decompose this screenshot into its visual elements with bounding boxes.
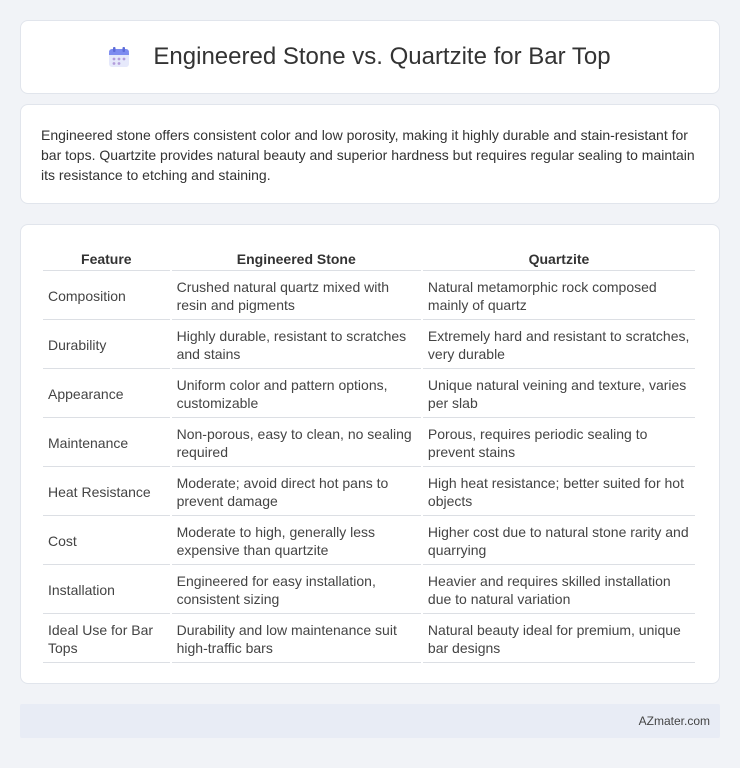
quartzite-cell: Natural metamorphic rock composed mainly of quartz	[423, 273, 695, 320]
engineered-stone-cell: Engineered for easy installation, consistent sizing	[172, 567, 421, 614]
intro-card	[20, 104, 720, 204]
intro-text: Engineered stone offers consistent color and low porosity, making it highly durable and stain-resistant for bar tops. Quartzite provides natural beauty and superior hardness but requires regular sealing to maintain its resistance to etching and staining.	[41, 127, 695, 183]
feature-cell: Ideal Use for Bar Tops	[43, 616, 170, 663]
engineered-stone-cell: Highly durable, resistant to scratches and stains	[172, 322, 421, 369]
feature-cell: Appearance	[43, 371, 170, 418]
engineered-stone-cell: Non-porous, easy to clean, no sealing required	[172, 420, 421, 467]
engineered-stone-cell: Uniform color and pattern options, customizable	[172, 371, 421, 418]
table-row	[43, 518, 695, 565]
calendar-icon	[107, 45, 131, 69]
quartzite-cell: High heat resistance; better suited for hot objects	[423, 469, 695, 516]
header-quartzite: Quartzite	[423, 247, 695, 271]
quartzite-cell: Extremely hard and resistant to scratches, very durable	[423, 322, 695, 369]
engineered-stone-cell: Crushed natural quartz mixed with resin and pigments	[172, 273, 421, 320]
footer	[20, 704, 720, 738]
comparison-card	[20, 224, 720, 684]
table-row	[43, 322, 695, 369]
quartzite-cell: Heavier and requires skilled installation due to natural variation	[423, 567, 695, 614]
feature-cell: Maintenance	[43, 420, 170, 467]
quartzite-cell: Unique natural veining and texture, varies per slab	[423, 371, 695, 418]
table-row	[43, 469, 695, 516]
header-feature: Feature	[43, 247, 170, 271]
header-engineered-stone: Engineered Stone	[172, 247, 421, 271]
title-card	[20, 20, 720, 94]
engineered-stone-cell: Moderate to high, generally less expensive than quartzite	[172, 518, 421, 565]
table-row	[43, 371, 695, 418]
feature-cell: Cost	[43, 518, 170, 565]
table-row	[43, 273, 695, 320]
feature-cell: Installation	[43, 567, 170, 614]
feature-cell: Composition	[43, 273, 170, 320]
quartzite-cell: Natural beauty ideal for premium, unique bar designs	[423, 616, 695, 663]
feature-cell: Durability	[43, 322, 170, 369]
page-title: Engineered Stone vs. Quartzite for Bar Top	[153, 43, 611, 70]
table-row	[43, 616, 695, 663]
quartzite-cell: Higher cost due to natural stone rarity and quarrying	[423, 518, 695, 565]
footer-brand: AZmater.com	[638, 714, 710, 728]
table-row	[43, 567, 695, 614]
quartzite-cell: Porous, requires periodic sealing to prevent stains	[423, 420, 695, 467]
engineered-stone-cell: Moderate; avoid direct hot pans to prevent damage	[172, 469, 421, 516]
feature-cell: Heat Resistance	[43, 469, 170, 516]
comparison-table	[41, 245, 697, 665]
engineered-stone-cell: Durability and low maintenance suit high-traffic bars	[172, 616, 421, 663]
table-header-row	[43, 247, 695, 271]
table-row	[43, 420, 695, 467]
